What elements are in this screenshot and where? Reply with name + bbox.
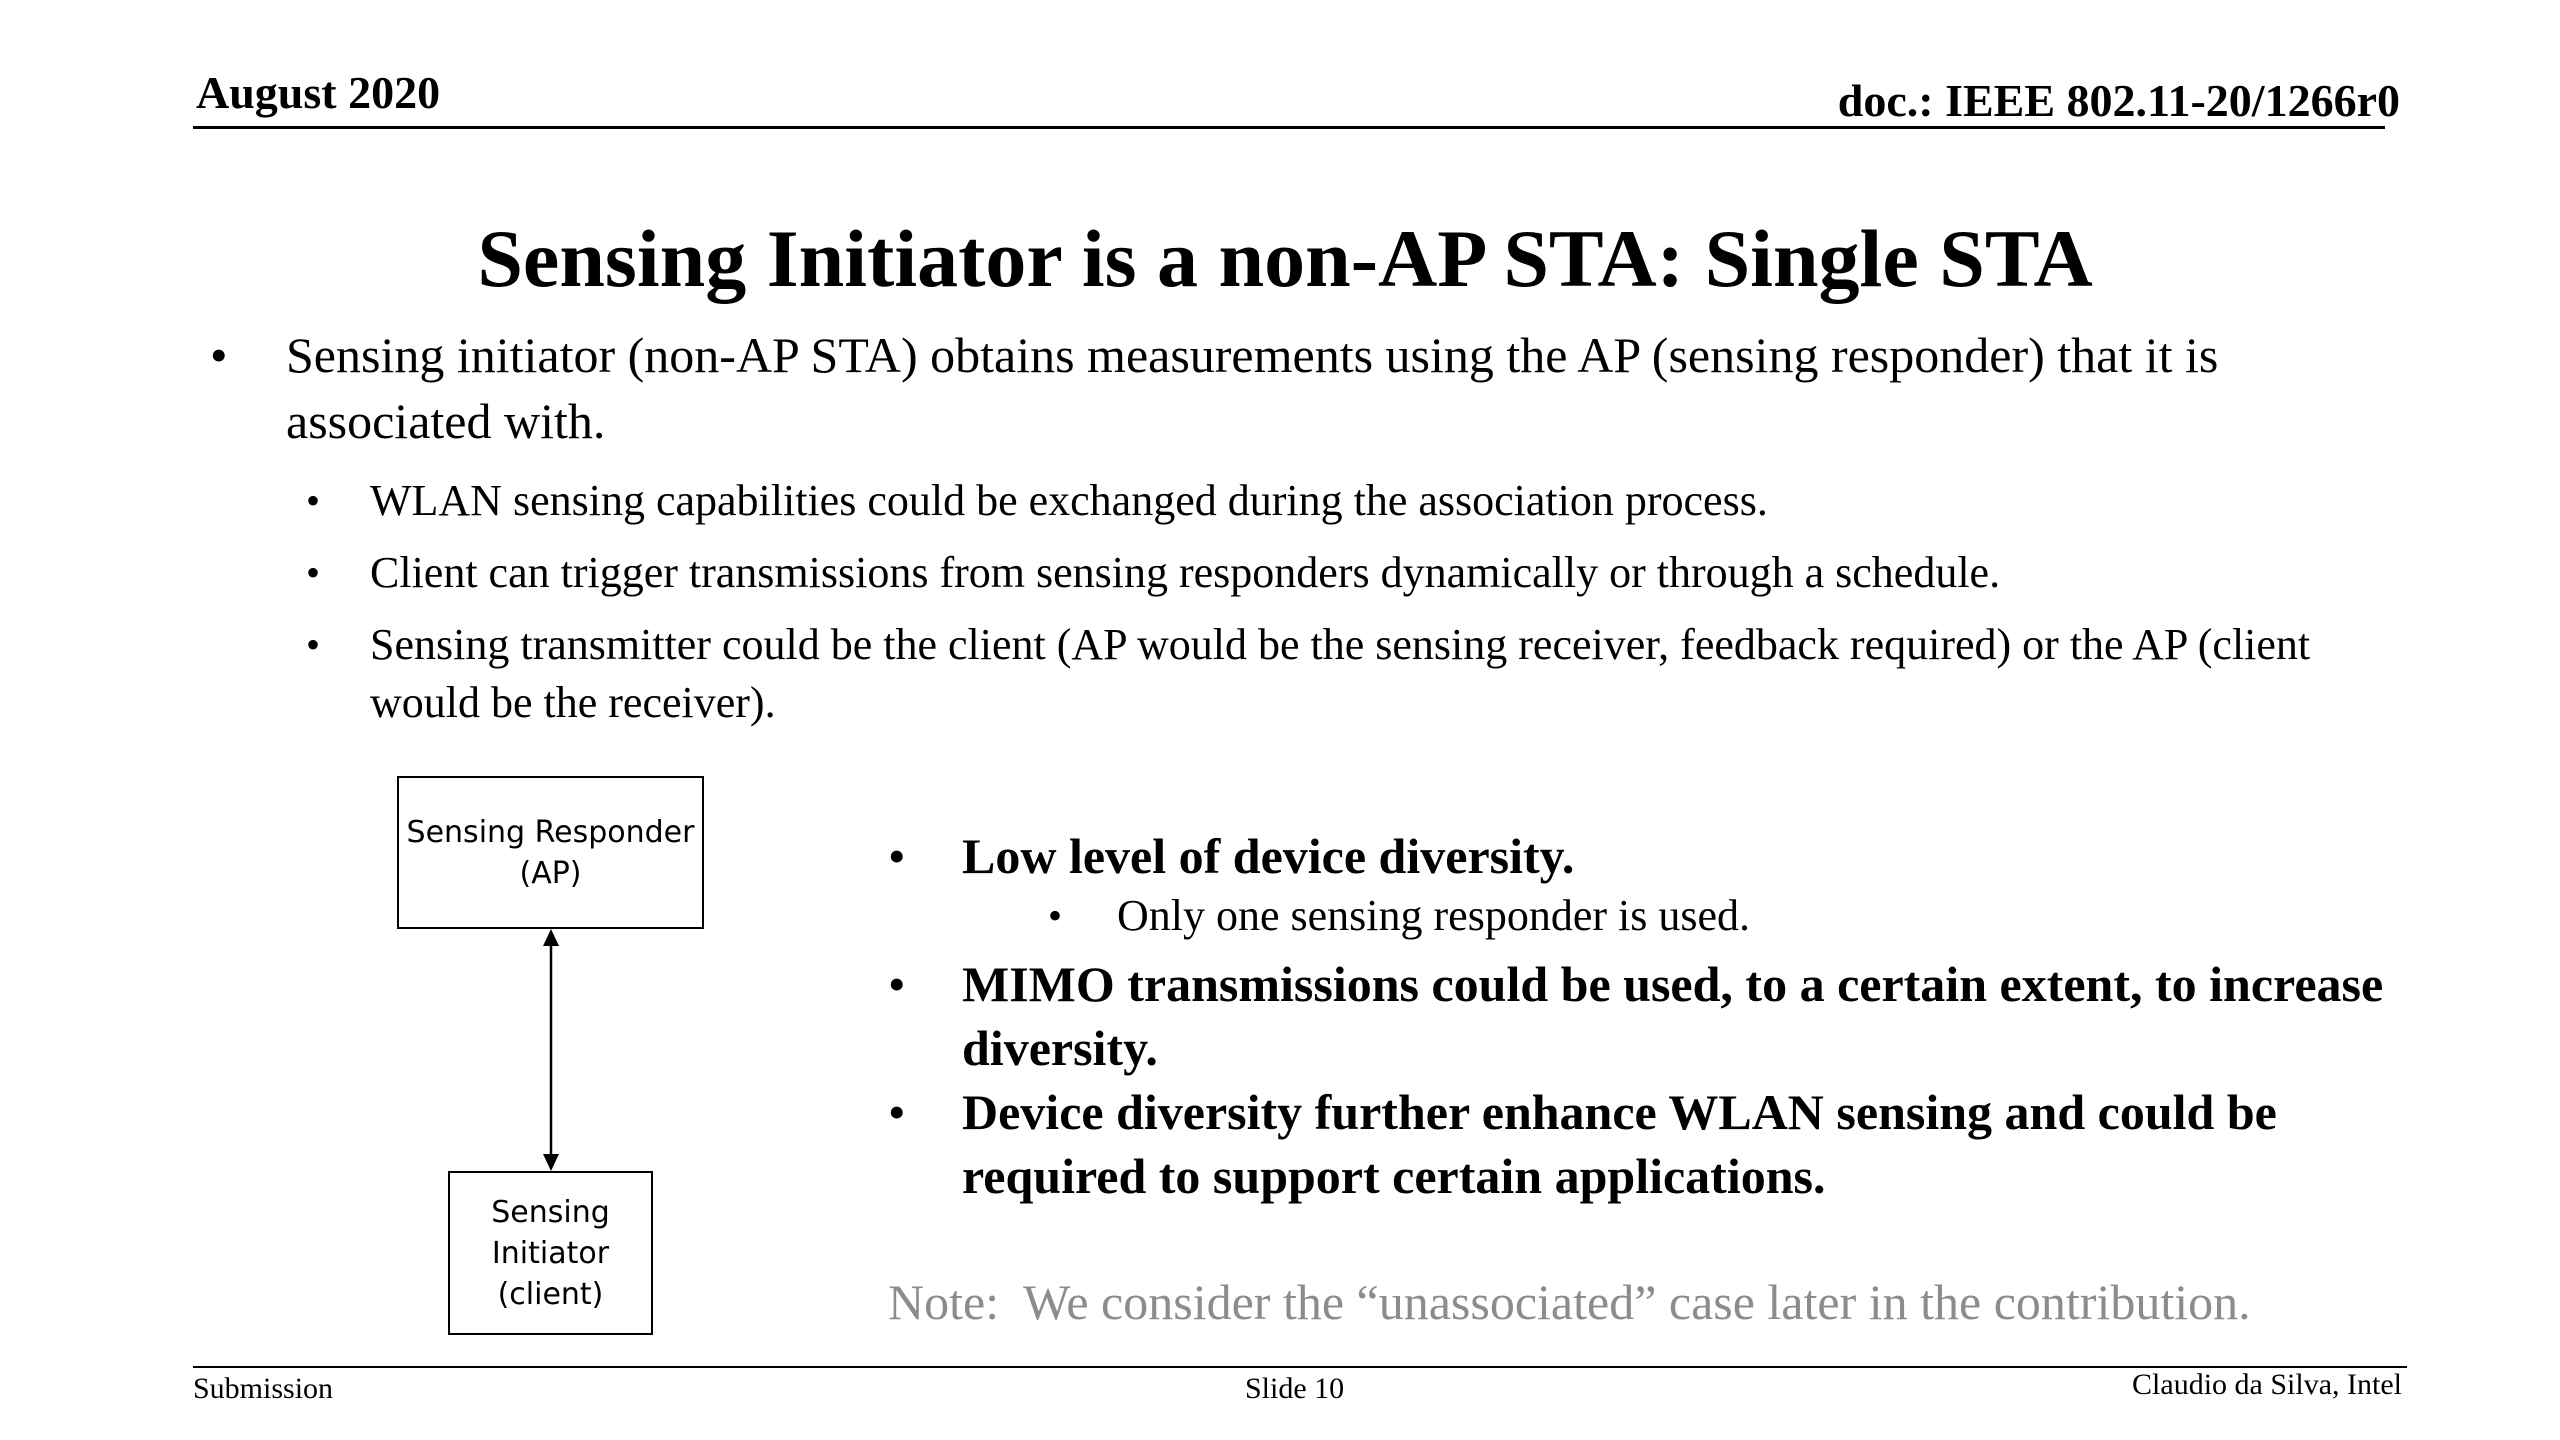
initiator-label-line3: (client) bbox=[497, 1276, 604, 1312]
sub-bullet-text: Only one sensing responder is used. bbox=[1117, 891, 1751, 940]
bullet-glyph: • bbox=[888, 956, 906, 1012]
sub-bullet-text: WLAN sensing capabilities could be exchanged during the association process. bbox=[370, 476, 1768, 525]
responder-label-line2: (AP) bbox=[519, 855, 582, 891]
footer-slide-number: Slide 10 bbox=[1245, 1372, 1345, 1405]
arrow-head-down-icon bbox=[543, 1154, 559, 1171]
bullet-glyph: • bbox=[888, 1084, 906, 1140]
footer-rule bbox=[193, 1366, 2407, 1368]
bullet-text: Device diversity further enhance WLAN sensing and could be required to support certain applications. bbox=[962, 1084, 2277, 1204]
bullet-text: MIMO transmissions could be used, to a certain extent, to increase diversity. bbox=[962, 956, 2384, 1076]
sub-bullet-text: Client can trigger transmissions from sensing responders dynamically or through a schedule. bbox=[370, 548, 2001, 597]
footer-submission: Submission bbox=[193, 1372, 334, 1405]
initiator-label-line2: Initiator bbox=[491, 1235, 610, 1271]
sub-bullet-item bbox=[888, 886, 2408, 946]
bullet-glyph: • bbox=[888, 828, 906, 884]
sub-bullet-text: Sensing transmitter could be the client (AP would be the sensing receiver, feedback required) or the AP (client would be the receiver). bbox=[370, 620, 2311, 727]
arrow-head-up-icon bbox=[543, 929, 559, 946]
footer-author: Claudio da Silva, Intel bbox=[2132, 1368, 2402, 1401]
slide-title: Sensing Initiator is a non-AP STA: Single STA bbox=[477, 213, 2093, 304]
bullet-glyph: • bbox=[210, 327, 228, 383]
note-text: Note: We consider the “unassociated” case later in the contribution. bbox=[888, 1274, 2251, 1330]
bullet-text: Sensing initiator (non-AP STA) obtains measurements using the AP (sensing responder) that it is associated with. bbox=[286, 327, 2219, 449]
diversity-bullet-list bbox=[888, 824, 2408, 1208]
bullet-glyph: • bbox=[1048, 893, 1063, 938]
bullet-text: Low level of device diversity. bbox=[962, 828, 1575, 884]
bullet-glyph: • bbox=[306, 622, 321, 667]
sensing-responder-box bbox=[397, 776, 704, 929]
bullet-item bbox=[888, 824, 2408, 888]
header-doc-id: doc.: IEEE 802.11-20/1266r0 bbox=[1837, 75, 2400, 126]
sensing-initiator-box bbox=[448, 1171, 653, 1335]
initiator-label-line1: Sensing bbox=[491, 1194, 610, 1230]
bullet-glyph: • bbox=[306, 478, 321, 523]
bullet-glyph: • bbox=[306, 550, 321, 595]
bullet-item bbox=[888, 952, 2408, 1080]
responder-label-line1: Sensing Responder bbox=[406, 814, 695, 850]
bullet-item bbox=[888, 1080, 2408, 1208]
header-date: August 2020 bbox=[196, 67, 441, 118]
